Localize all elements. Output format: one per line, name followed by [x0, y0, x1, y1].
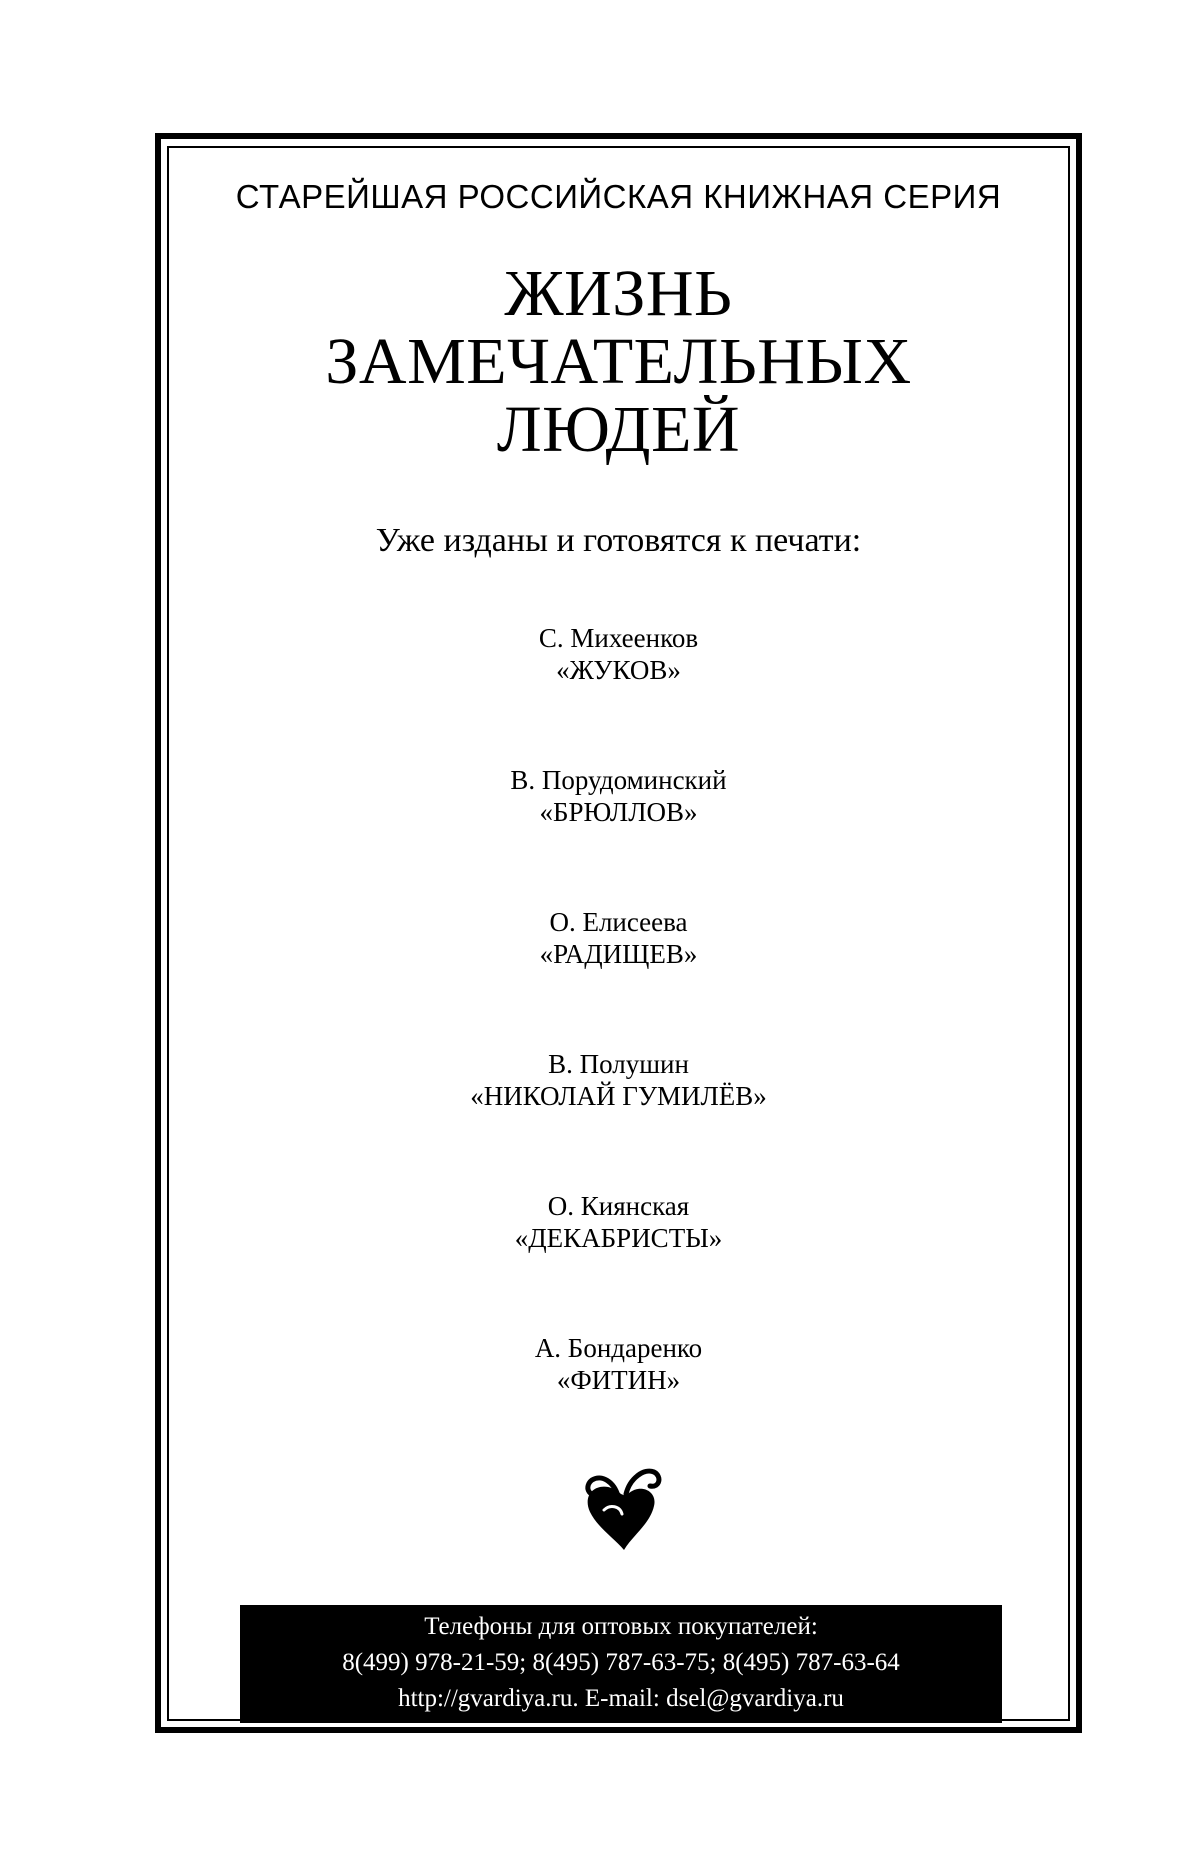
title-line-1: ЖИЗНЬ	[504, 257, 733, 330]
book-author: В. Полушин	[548, 1049, 689, 1079]
footer-phone-numbers: 8(499) 978-21-59; 8(495) 787-63-75; 8(495) 787-63-64	[342, 1649, 900, 1676]
title-line-3: ЛЮДЕЙ	[496, 392, 741, 466]
title-line-2: ЗАМЕЧАТЕЛЬНЫХ	[325, 324, 912, 398]
book-author: А. Бондаренко	[534, 1333, 703, 1363]
book-entry-2	[155, 764, 1082, 829]
subtitle: Уже изданы и готовятся к печати:	[375, 522, 862, 559]
footer-web-email: http://gvardiya.ru. E-mail: dsel@gvardiya.ru	[398, 1685, 844, 1712]
book-entry-6	[155, 1332, 1082, 1397]
book-entry-1	[155, 622, 1082, 687]
book-entry-5	[155, 1190, 1082, 1255]
book-title: «НИКОЛАЙ ГУМИЛЁВ»	[470, 1081, 767, 1112]
book-entry-3	[155, 906, 1082, 971]
footer-phones-label: Телефоны для оптовых покупателей:	[424, 1613, 818, 1640]
series-heading: СТАРЕЙШАЯ РОССИЙСКАЯ КНИЖНАЯ СЕРИЯ	[235, 178, 1002, 215]
book-title: «ДЕКАБРИСТЫ»	[514, 1223, 723, 1254]
heart-flourish-icon	[574, 1460, 664, 1554]
book-author: О. Киянская	[547, 1191, 690, 1221]
book-title: «ЖУКОВ»	[556, 655, 681, 686]
contact-footer	[240, 1605, 1002, 1723]
book-title: «РАДИЩЕВ»	[539, 939, 698, 970]
book-author: В. Порудоминский	[510, 765, 727, 795]
book-title: «БРЮЛЛОВ»	[539, 797, 698, 828]
book-entry-4	[155, 1048, 1082, 1113]
book-title: «ФИТИН»	[556, 1365, 681, 1396]
book-author: О. Елисеева	[549, 907, 688, 937]
series-title	[155, 257, 1082, 466]
book-author: С. Михеенков	[538, 623, 699, 653]
